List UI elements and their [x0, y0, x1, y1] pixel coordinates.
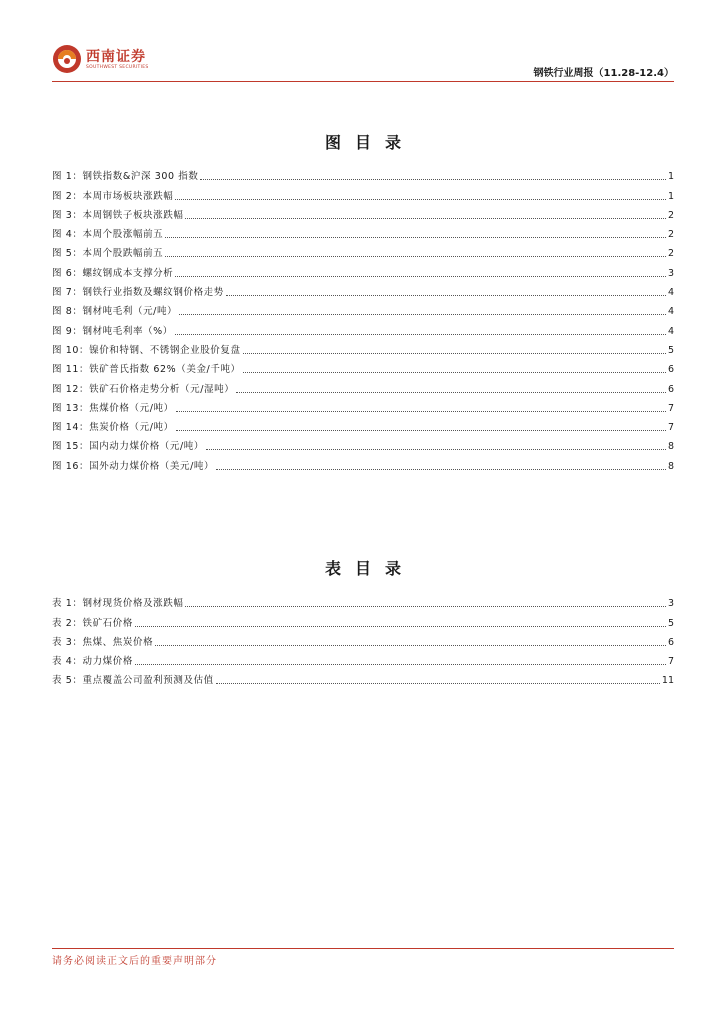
- toc-entry-page-number: 6: [667, 383, 674, 395]
- toc-entry-label[interactable]: 图 4：本周个股涨幅前五: [52, 229, 164, 241]
- table-toc-entry[interactable]: [52, 649, 674, 668]
- dot-leader: [179, 314, 666, 315]
- report-title: 钢铁行业周报（11.28-12.4）: [533, 68, 674, 79]
- dot-leader: [206, 449, 666, 450]
- dot-leader: [200, 179, 666, 180]
- figure-toc-entry[interactable]: [52, 338, 674, 357]
- dot-leader: [216, 469, 666, 470]
- logo-subtext: SOUTHWEST SECURITIES: [86, 65, 149, 70]
- toc-entry-page-number: 6: [667, 636, 674, 648]
- dot-leader: [185, 218, 665, 219]
- figure-toc-entry[interactable]: [52, 318, 674, 337]
- figures-section-title: 图目录: [324, 133, 415, 152]
- toc-entry-page-number: 1: [667, 190, 674, 202]
- dot-leader: [175, 199, 666, 200]
- table-toc-entry[interactable]: [52, 610, 674, 629]
- dot-leader: [185, 606, 665, 607]
- toc-entry-page-number: 2: [667, 248, 674, 260]
- tables-section-title: 表目录: [324, 559, 415, 578]
- figure-toc-entry[interactable]: [52, 415, 674, 434]
- toc-entry-page-number: 4: [667, 306, 674, 318]
- figure-toc-entry[interactable]: [52, 280, 674, 299]
- dot-leader: [176, 430, 666, 431]
- toc-entry-page-number: 7: [667, 422, 674, 434]
- dot-leader: [243, 372, 666, 373]
- toc-entry-page-number: 2: [667, 209, 674, 221]
- toc-entry-page-number: 4: [667, 287, 674, 299]
- figure-toc-entry[interactable]: [52, 396, 674, 415]
- table-toc-entry[interactable]: [52, 668, 674, 687]
- toc-entry-page-number: 8: [667, 460, 674, 472]
- toc-entry-label[interactable]: 图 16：国外动力煤价格（美元/吨）: [52, 460, 215, 472]
- toc-entry-label[interactable]: 图 1：钢铁指数&沪深 300 指数: [52, 171, 199, 183]
- figure-toc-entry[interactable]: [52, 183, 674, 202]
- toc-entry-page-number: 11: [661, 675, 674, 687]
- toc-entry-page-number: 5: [667, 617, 674, 629]
- footer-notice: 请务必阅读正文后的重要声明部分: [52, 956, 217, 967]
- toc-entry-page-number: 3: [667, 267, 674, 279]
- dot-leader: [135, 664, 666, 665]
- toc-entry-page-number: 4: [667, 325, 674, 337]
- toc-entry-page-number: 8: [667, 441, 674, 453]
- company-logo: [52, 44, 172, 74]
- table-toc-entry[interactable]: [52, 630, 674, 649]
- figure-toc-entry[interactable]: [52, 453, 674, 472]
- figure-toc-entry[interactable]: [52, 241, 674, 260]
- toc-entry-label[interactable]: 图 2：本周市场板块涨跌幅: [52, 190, 174, 202]
- toc-entry-label[interactable]: 图 9：钢材吨毛利率（%）: [52, 325, 173, 337]
- toc-entry-label[interactable]: 图 8：钢材吨毛利（元/吨）: [52, 306, 178, 318]
- toc-entry-label[interactable]: 表 1：钢材现货价格及涨跌幅: [52, 598, 184, 610]
- toc-entry-label[interactable]: 图 6：螺纹钢成本支撑分析: [52, 267, 174, 279]
- figure-toc-entry[interactable]: [52, 260, 674, 279]
- toc-entry-label[interactable]: 图 7：钢铁行业指数及螺纹钢价格走势: [52, 287, 224, 299]
- toc-entry-label[interactable]: 图 15：国内动力煤价格（元/吨）: [52, 441, 205, 453]
- dot-leader: [155, 645, 666, 646]
- dot-leader: [176, 411, 666, 412]
- figure-toc-entry[interactable]: [52, 164, 674, 183]
- toc-entry-label[interactable]: 表 5：重点覆盖公司盈利预测及估值: [52, 675, 214, 687]
- toc-entry-label[interactable]: 图 13：焦煤价格（元/吨）: [52, 402, 174, 414]
- toc-entry-label[interactable]: 图 11：铁矿普氏指数 62%（美金/千吨）: [52, 364, 241, 376]
- dot-leader: [175, 276, 666, 277]
- figure-toc-entry[interactable]: [52, 376, 674, 395]
- dot-leader: [243, 353, 666, 354]
- figure-toc-entry[interactable]: [52, 222, 674, 241]
- toc-entry-page-number: 7: [667, 656, 674, 668]
- toc-entry-label[interactable]: 图 5：本周个股跌幅前五: [52, 248, 164, 260]
- dot-leader: [236, 392, 666, 393]
- figure-toc-entry[interactable]: [52, 357, 674, 376]
- toc-entry-label[interactable]: 图 10：镍价和特钢、不锈钢企业股价复盘: [52, 344, 241, 356]
- dot-leader: [216, 683, 660, 684]
- toc-entry-label[interactable]: 表 2：铁矿石价格: [52, 617, 133, 629]
- toc-entry-page-number: 1: [667, 171, 674, 183]
- toc-entry-label[interactable]: 图 14：焦炭价格（元/吨）: [52, 422, 174, 434]
- toc-entry-page-number: 5: [667, 344, 674, 356]
- dot-leader: [165, 256, 666, 257]
- figure-toc-entry[interactable]: [52, 299, 674, 318]
- toc-entry-label[interactable]: 图 3：本周钢铁子板块涨跌幅: [52, 209, 184, 221]
- header-divider: [52, 81, 674, 82]
- toc-entry-label[interactable]: 图 12：铁矿石价格走势分析（元/湿吨）: [52, 383, 235, 395]
- toc-entry-page-number: 3: [667, 598, 674, 610]
- footer-divider: [52, 948, 674, 949]
- tables-toc-list: [52, 591, 674, 687]
- figure-toc-entry[interactable]: [52, 203, 674, 222]
- dot-leader: [135, 626, 666, 627]
- toc-entry-page-number: 2: [667, 229, 674, 241]
- dot-leader: [175, 334, 666, 335]
- figure-toc-entry[interactable]: [52, 434, 674, 453]
- figures-toc-list: [52, 164, 674, 473]
- toc-entry-page-number: 6: [667, 364, 674, 376]
- logo-text: 西南证券: [86, 49, 146, 65]
- dot-leader: [165, 237, 666, 238]
- toc-entry-label[interactable]: 表 3：焦煤、焦炭价格: [52, 636, 154, 648]
- table-toc-entry[interactable]: [52, 591, 674, 610]
- page-header: [52, 40, 674, 82]
- toc-entry-label[interactable]: 表 4：动力煤价格: [52, 656, 133, 668]
- toc-entry-page-number: 7: [667, 402, 674, 414]
- dot-leader: [226, 295, 666, 296]
- logo-mark-icon: [52, 44, 82, 74]
